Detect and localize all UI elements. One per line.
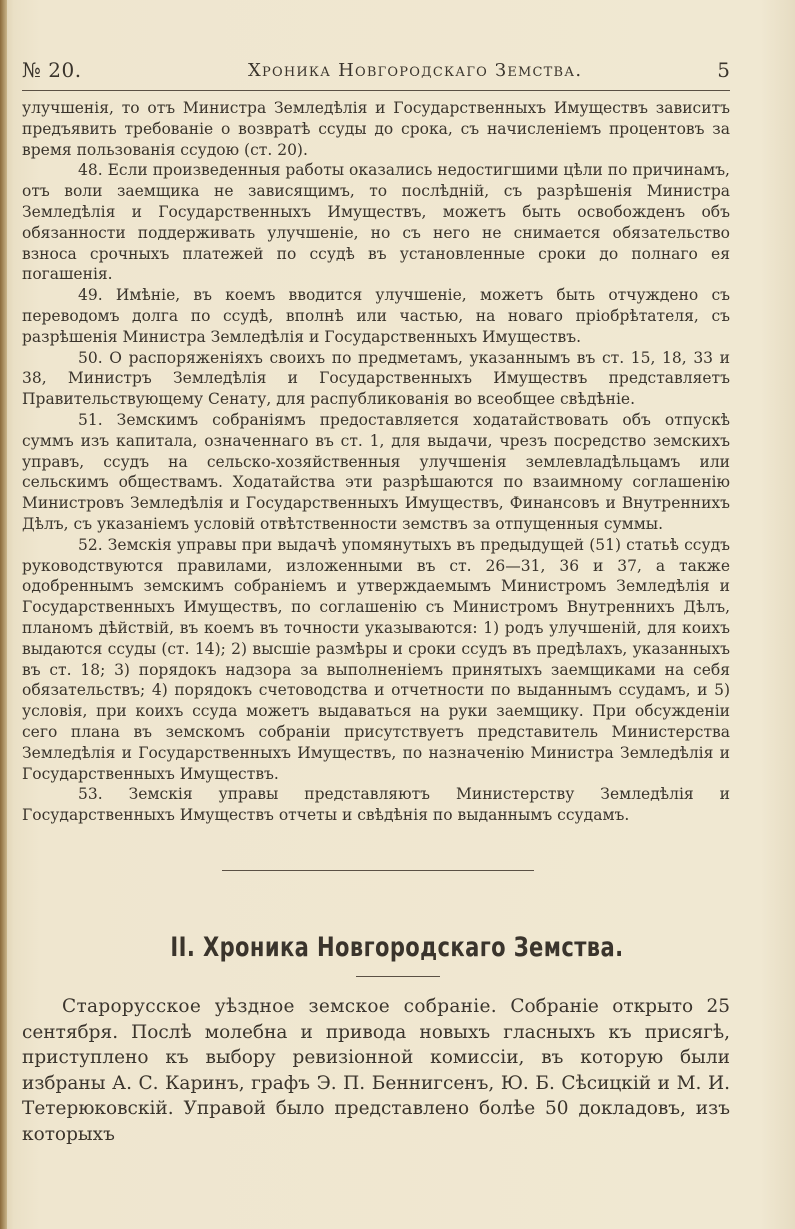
paragraph-49: 49. Имѣніе, въ коемъ вводится улучшеніе, можетъ быть отчуждено съ переводомъ долга по ссудѣ, вполнѣ или частью, на новаго пріобрѣтателя, съ разрѣшенія Министра Земледѣлія и Государственныхъ Имуществъ. xyxy=(22,286,730,346)
book-spine-edge xyxy=(0,0,7,1229)
section-divider xyxy=(222,870,534,871)
paragraph-50: 50. О распоряженіяхъ своихъ по предметамъ, указаннымъ въ ст. 15, 18, 33 и 38, Министръ Земледѣлія и Государственныхъ Имуществъ представляетъ Правительствующему Сенату, для распубликованія во всеобщее свѣдѣніе. xyxy=(22,348,730,409)
paragraph-51: 51. Земскимъ собраніямъ предоставляется ходатайствовать объ отпускѣ суммъ изъ капитала, означеннаго въ ст. 1, для выдачи, чрезъ посредство земскихъ управъ, ссудъ на сельско-хозяйственныя улучшенія землевладѣльцамъ или сельскимъ обществамъ. Ходатайства эти разрѣшаются по взаимному соглашенію Министровъ Земледѣлія и Государственныхъ Имуществъ, Финансовъ и Внутреннихъ Дѣлъ, съ указаніемъ условій отвѣтственности земствъ за отпущенныя суммы. xyxy=(22,410,730,533)
section-title: II. Хроника Новгородскаго Земства. xyxy=(170,932,624,963)
section-title-underline xyxy=(356,976,440,977)
section-paragraph xyxy=(22,994,730,1148)
section-lead: Старорусское уѣздное земское собраніе. xyxy=(62,996,497,1017)
running-header xyxy=(22,56,730,86)
issue-number: № 20. xyxy=(22,58,82,82)
running-title: Хроника Новгородскаго Земства. xyxy=(248,60,583,81)
page-number: 5 xyxy=(717,58,730,82)
paragraph-48: 48. Если произведенныя работы оказались недостигшими цѣли по причинамъ, отъ воли заемщика не зависящимъ, то послѣдній, съ разрѣшенія Министра Земледѣлія и Государственныхъ Имуществъ, можетъ быть освобожденъ объ обязанности поддерживать улучшеніе, но съ него не снимается обязательство взноса срочныхъ платежей по ссудѣ въ установленные сроки до полнаго ея погашенія. xyxy=(22,161,730,284)
paragraph-continued: улучшенія, то отъ Министра Земледѣлія и Государственныхъ Имуществъ зависитъ предъявить требованіе о возвратѣ ссуды до срока, съ начисленіемъ процентовъ за время пользованія ссудою (ст. 20). xyxy=(22,99,730,159)
section-text: Собраніе открыто 25 сентября. Послѣ молебна и привода новыхъ гласныхъ къ присягѣ, приступлено къ выбору ревизіонной комиссіи, въ которую были избраны А. С. Каринъ, графъ Э. П. Беннигсенъ, Ю. Б. Сѣсицкій и М. И. Тетерюковскій. Управой было представлено болѣе 50 докладовъ, изъ которыхъ xyxy=(22,996,730,1145)
header-rule xyxy=(22,90,730,91)
section-body xyxy=(22,994,730,1148)
article-body xyxy=(22,98,730,826)
paragraph-53: 53. Земскія управы представляютъ Министерству Земледѣлія и Государственныхъ Имуществъ отчеты и свѣдѣнія по выданнымъ ссудамъ. xyxy=(22,785,730,825)
paragraph-52: 52. Земскія управы при выдачѣ упомянутыхъ въ предыдущей (51) статьѣ ссудъ руководствуются правилами, изложенными въ ст. 26—31, 36 и 37, а также одобреннымъ земскимъ собраніемъ и утверждаемымъ Министромъ Земледѣлія и Государственныхъ Имуществъ, по соглашенію съ Министромъ Внутреннихъ Дѣлъ, планомъ дѣйствій, въ коемъ въ точности указываются: 1) родъ улучшеній, для коихъ выдаются ссуды (ст. 14); 2) высшіе размѣры и сроки ссудъ въ предѣлахъ, указанныхъ въ ст. 18; 3) порядокъ надзора за выполненіемъ принятыхъ заемщиками на себя обязательствъ; 4) порядокъ счетоводства и отчетности по выданнымъ ссудамъ, и 5) условія, при коихъ ссуда можетъ выдаваться на руки заемщику. При обсужденіи сего плана въ земскомъ собраніи присутствуетъ представитель Министерства Земледѣлія и Государственныхъ Имуществъ, по назначенію Министра Земледѣлія и Государственныхъ Имуществъ. xyxy=(22,535,730,783)
